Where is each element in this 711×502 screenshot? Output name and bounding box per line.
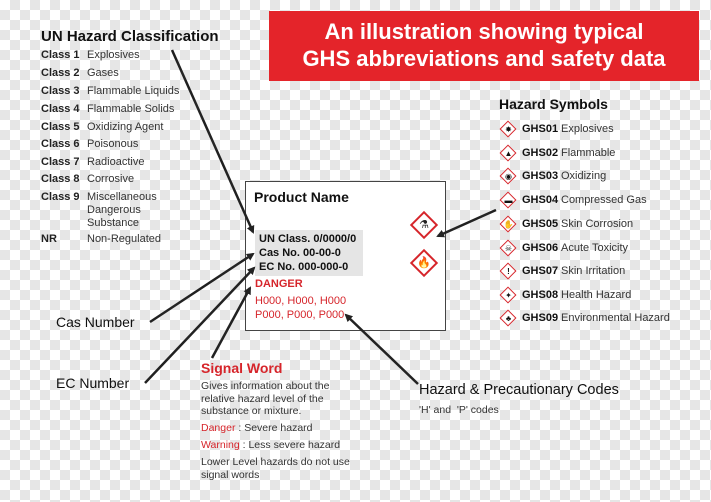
hp-codes-subtitle: 'H' and 'P' codes	[419, 404, 499, 416]
symbol-name: Skin Corrosion	[561, 218, 634, 230]
class-name: Miscellaneous Dangerous Substance	[87, 191, 157, 229]
class-code: Class 9	[41, 191, 80, 203]
class-code: NR	[41, 233, 57, 245]
symbol-code: GHS03	[522, 170, 559, 182]
symbol-code: GHS06	[522, 242, 559, 254]
hazard-symbols-title: Hazard Symbols	[499, 96, 608, 112]
symbol-code: GHS05	[522, 218, 559, 230]
danger-term: Danger	[201, 422, 236, 434]
danger-meaning: : Severe hazard	[235, 422, 313, 434]
arrow-ec-number	[145, 268, 254, 383]
class-code: Class 3	[41, 85, 80, 97]
class-code: Class 4	[41, 103, 80, 115]
class-name: Explosives	[87, 49, 140, 61]
symbol-name: Oxidizing	[561, 170, 607, 182]
danger-signal-word: DANGER	[255, 278, 303, 290]
cas-number-value: Cas No. 00-00-0	[259, 247, 341, 259]
cas-number-callout: Cas Number	[56, 314, 135, 330]
class-code: Class 5	[41, 121, 80, 133]
arrow-hazard-symbols	[438, 210, 496, 236]
arrow-signal-word	[212, 288, 250, 358]
class-code: Class 8	[41, 173, 80, 185]
class-name: Oxidizing Agent	[87, 121, 164, 133]
class-name: Non-Regulated	[87, 233, 161, 245]
flame-glyph-icon: 🔥	[417, 257, 431, 269]
lower-level-note: Lower Level hazards do not use signal words	[201, 456, 350, 481]
arrow-classification	[172, 50, 253, 232]
signal-word-title: Signal Word	[201, 360, 283, 376]
warning-term: Warning	[201, 439, 240, 451]
symbol-name: Environmental Hazard	[561, 312, 670, 324]
class-name: Corrosive	[87, 173, 135, 185]
symbol-code: GHS09	[522, 312, 559, 324]
class-code: Class 1	[41, 49, 80, 61]
un-class-number: UN Class. 0/0000/0	[259, 233, 357, 245]
symbol-code: GHS04	[522, 194, 559, 206]
class-code: Class 2	[41, 67, 80, 79]
symbol-name: Skin Irritation	[561, 265, 626, 277]
arrow-hp-codes	[346, 315, 418, 384]
ec-number-value: EC No. 000-000-0	[259, 261, 349, 273]
classification-title: UN Hazard Classification	[41, 28, 219, 45]
p-codes: P000, P000, P000	[255, 309, 345, 321]
class-code: Class 6	[41, 138, 80, 150]
symbol-name: Compressed Gas	[561, 194, 647, 206]
warning-meaning: : Less severe hazard	[239, 439, 341, 451]
class-name: Radioactive	[87, 156, 145, 168]
symbol-code: GHS08	[522, 289, 559, 301]
symbol-name: Explosives	[561, 123, 614, 135]
class-name: Flammable Solids	[87, 103, 175, 115]
signal-word-description: Gives information about the relative hazard level of the substance or mixture.	[201, 380, 330, 417]
ec-number-callout: EC Number	[56, 375, 130, 391]
corrosion-glyph-icon: ⚗	[419, 219, 429, 231]
hp-codes-callout: Hazard & Precautionary Codes	[419, 382, 619, 398]
class-code: Class 7	[41, 156, 80, 168]
class-name: Poisonous	[87, 138, 139, 150]
symbol-code: GHS01	[522, 123, 559, 135]
class-name: Flammable Liquids	[87, 85, 180, 97]
symbol-name: Acute Toxicity	[561, 242, 629, 254]
product-name: Product Name	[254, 189, 349, 205]
symbol-code: GHS07	[522, 265, 559, 277]
banner-line-2: GHS abbreviations and safety data	[302, 46, 666, 71]
h-codes: H000, H000, H000	[255, 295, 347, 307]
class-name: Gases	[87, 67, 119, 79]
symbol-code: GHS02	[522, 147, 559, 159]
symbol-name: Health Hazard	[561, 289, 632, 301]
symbol-name: Flammable	[561, 147, 616, 159]
banner-line-1: An illustration showing typical	[324, 19, 644, 44]
